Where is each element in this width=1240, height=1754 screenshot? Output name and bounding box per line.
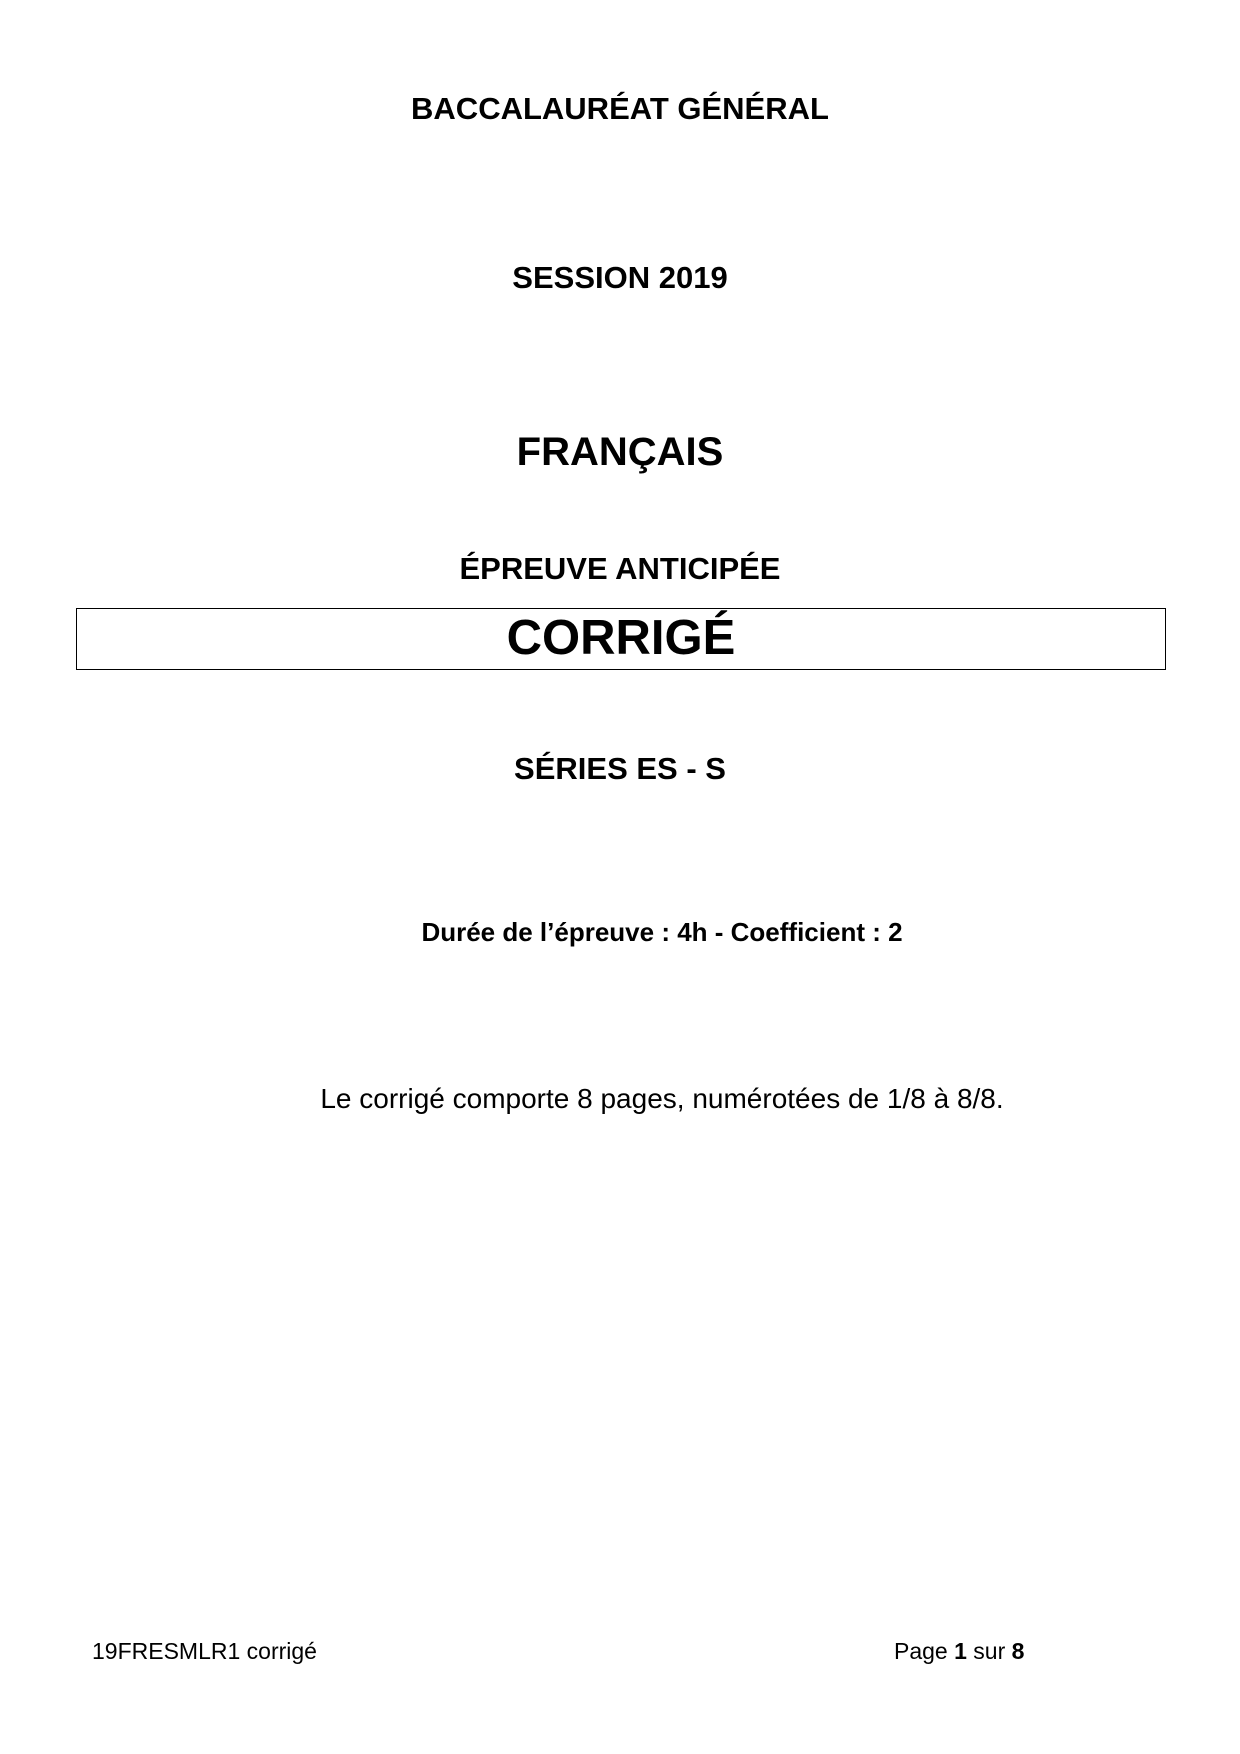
session-heading: SESSION 2019 xyxy=(512,260,728,295)
page-total: 8 xyxy=(1011,1638,1025,1664)
series-heading: SÉRIES ES - S xyxy=(514,751,726,786)
page-separator: sur xyxy=(966,1638,1012,1664)
footer-page-number xyxy=(894,1640,1024,1663)
page-current: 1 xyxy=(954,1638,967,1664)
subject-title: FRANÇAIS xyxy=(516,430,724,474)
corrige-title: CORRIGÉ xyxy=(506,611,736,665)
corrige-box xyxy=(76,608,1166,670)
page-prefix: Page xyxy=(894,1638,955,1664)
epreuve-heading: ÉPREUVE ANTICIPÉE xyxy=(459,551,781,586)
duration-text: Durée de l’épreuve : 4h - Coefficient : 2 xyxy=(421,917,903,947)
page-count-text: Le corrigé comporte 8 pages, numérotées de 1/8 à 8/8. xyxy=(320,1083,1004,1114)
footer-document-code: 19FRESMLR1 corrigé xyxy=(92,1638,317,1664)
exam-type-heading: BACCALAURÉAT GÉNÉRAL xyxy=(411,91,829,126)
